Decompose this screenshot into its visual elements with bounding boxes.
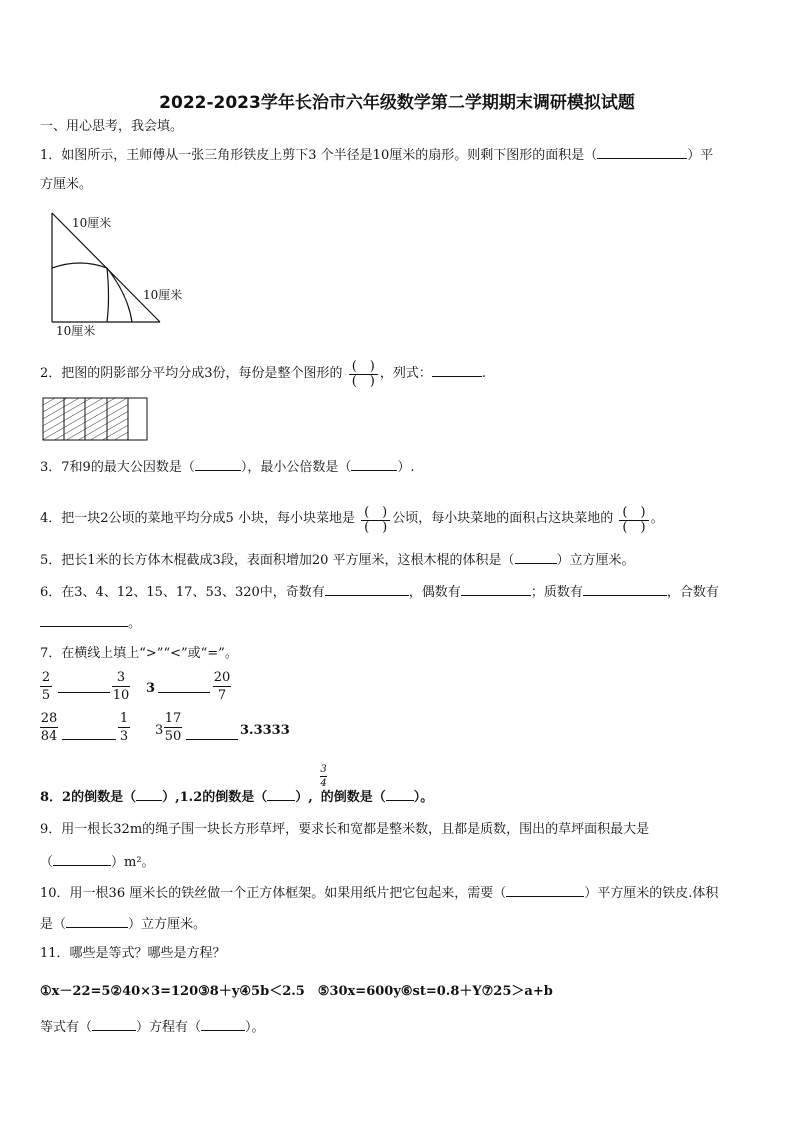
- q7-fraction-d: 20 7: [213, 670, 231, 703]
- figure-label-bottom: 10厘米: [56, 324, 96, 338]
- q7-blank-3[interactable]: [62, 739, 116, 740]
- question-4: 4．把一块2公顷的菜地平均分成5 小块，每小块菜地是 $\frac{( )}{( )}$ 公顷，每小块菜地的面积占这块菜地的 $\frac{( )}{( )}$ 。: [40, 505, 664, 535]
- page-title: 2022-2023学年长治市六年级数学第二学期期末调研模拟试题: [159, 93, 635, 113]
- q8-fraction: 3 4: [320, 764, 327, 789]
- q7-mixed-whole-g: 3: [155, 723, 164, 738]
- q10-area-blank[interactable]: [506, 884, 584, 897]
- q10-volume-blank[interactable]: [66, 915, 128, 928]
- question-9-line-2: （ ）m²。: [40, 855, 155, 870]
- question-11-items: ①x－22=5②40×3=120③8＋y④5b＜2.5 ⑤30x=600y⑥st=0.8＋Y⑦25＞a+b: [40, 984, 553, 999]
- q2-text: 2．把图的阴影部分平均分成3份，每份是整个图形的: [40, 366, 343, 381]
- question-10-line-2: 是（ ）立方厘米。: [40, 917, 207, 932]
- q7-blank-4[interactable]: [186, 739, 238, 740]
- q3-lcm-blank[interactable]: [351, 458, 397, 471]
- q7-fraction-f: 1 3: [119, 711, 129, 744]
- question-2: 2．把图的阴影部分平均分成3份，每份是整个图形的 $\frac{( )}{( )}$ ，列式： .: [40, 359, 486, 389]
- question-6-line-2: 。: [40, 614, 141, 632]
- question-5: 5．把长1米的长方体木棍截成3段，表面积增加20 平方厘米，这根木棍的体积是（ ）立方厘米。: [40, 553, 635, 568]
- q7-whole-c: 3: [146, 681, 156, 696]
- q6-even-blank[interactable]: [461, 583, 531, 596]
- q2-fraction-blank[interactable]: $\frac{( )}{( )}$: [349, 360, 378, 389]
- question-10-line-1: 10．用一根36 厘米长的铁丝做一个正方体框架。如果用纸片把它包起来，需要（ ）平方厘米的铁皮.体积: [40, 886, 719, 901]
- q11-equation-blank[interactable]: [92, 1018, 136, 1031]
- q7-value-h: 3.3333: [240, 723, 290, 738]
- question-9-line-1: 9．用一根长32m的绳子围一块长方形草坪，要求长和宽都是整米数，且都是质数，围出的草坪面积最大是: [40, 822, 650, 837]
- q6-prime-blank[interactable]: [583, 583, 667, 596]
- q3-gcd-blank[interactable]: [195, 458, 241, 471]
- q6-odd-blank[interactable]: [325, 583, 409, 596]
- q6-composite-blank[interactable]: [40, 614, 128, 627]
- q4-fraction-blank-2[interactable]: $\frac{( )}{( )}$: [619, 506, 648, 535]
- section-heading: 一、用心思考，我会填。: [40, 119, 184, 134]
- question-7: 7．在横线上填上“>”“<”或“=”。: [40, 646, 238, 661]
- q7-fraction-a: 2 5: [41, 670, 51, 703]
- q1-text-end: ）平: [687, 148, 714, 163]
- q7-blank-1[interactable]: [58, 692, 110, 693]
- q7-blank-2[interactable]: [158, 692, 210, 693]
- question-8: 8．2的倒数是（ ）,1.2的倒数是（ ）, 的倒数是（ ）。: [40, 790, 434, 805]
- q2-formula-label: ，列式：: [379, 366, 432, 381]
- q7-mixed-fraction-g: 17 50: [164, 711, 182, 744]
- q9-answer-blank[interactable]: [53, 853, 111, 866]
- question-6: 6．在3、4、12、15、17、53、320中，奇数有 ，偶数有 ；质数有 ，合数有: [40, 585, 719, 600]
- question-11-answers: 等式有（ ）方程有（ ）。: [40, 1020, 265, 1035]
- question-3: 3．7和9的最大公因数是（ ），最小公倍数是（ ）.: [40, 460, 415, 475]
- q1-text: 1．如图所示，王师傅从一张三角形铁皮上剪下3 个半径是10厘米的扇形。则剩下图形的面积是（: [40, 148, 598, 163]
- q5-answer-blank[interactable]: [515, 551, 557, 564]
- q8-blank-3[interactable]: [386, 788, 414, 801]
- figure-label-top: 10厘米: [72, 216, 112, 230]
- figure-label-right: 10厘米: [143, 288, 183, 302]
- q8-blank-1[interactable]: [136, 788, 162, 801]
- q7-fraction-b: 3 10: [112, 670, 130, 703]
- q8-blank-2[interactable]: [267, 788, 295, 801]
- q4-fraction-blank-1[interactable]: $\frac{( )}{( )}$: [361, 506, 390, 535]
- question-1-line-2: 方厘米。: [40, 177, 93, 192]
- q7-fraction-e: 28 84: [40, 711, 58, 744]
- q11-formula-blank[interactable]: [201, 1018, 245, 1031]
- question-11: 11．哪些是等式？哪些是方程？: [40, 946, 226, 961]
